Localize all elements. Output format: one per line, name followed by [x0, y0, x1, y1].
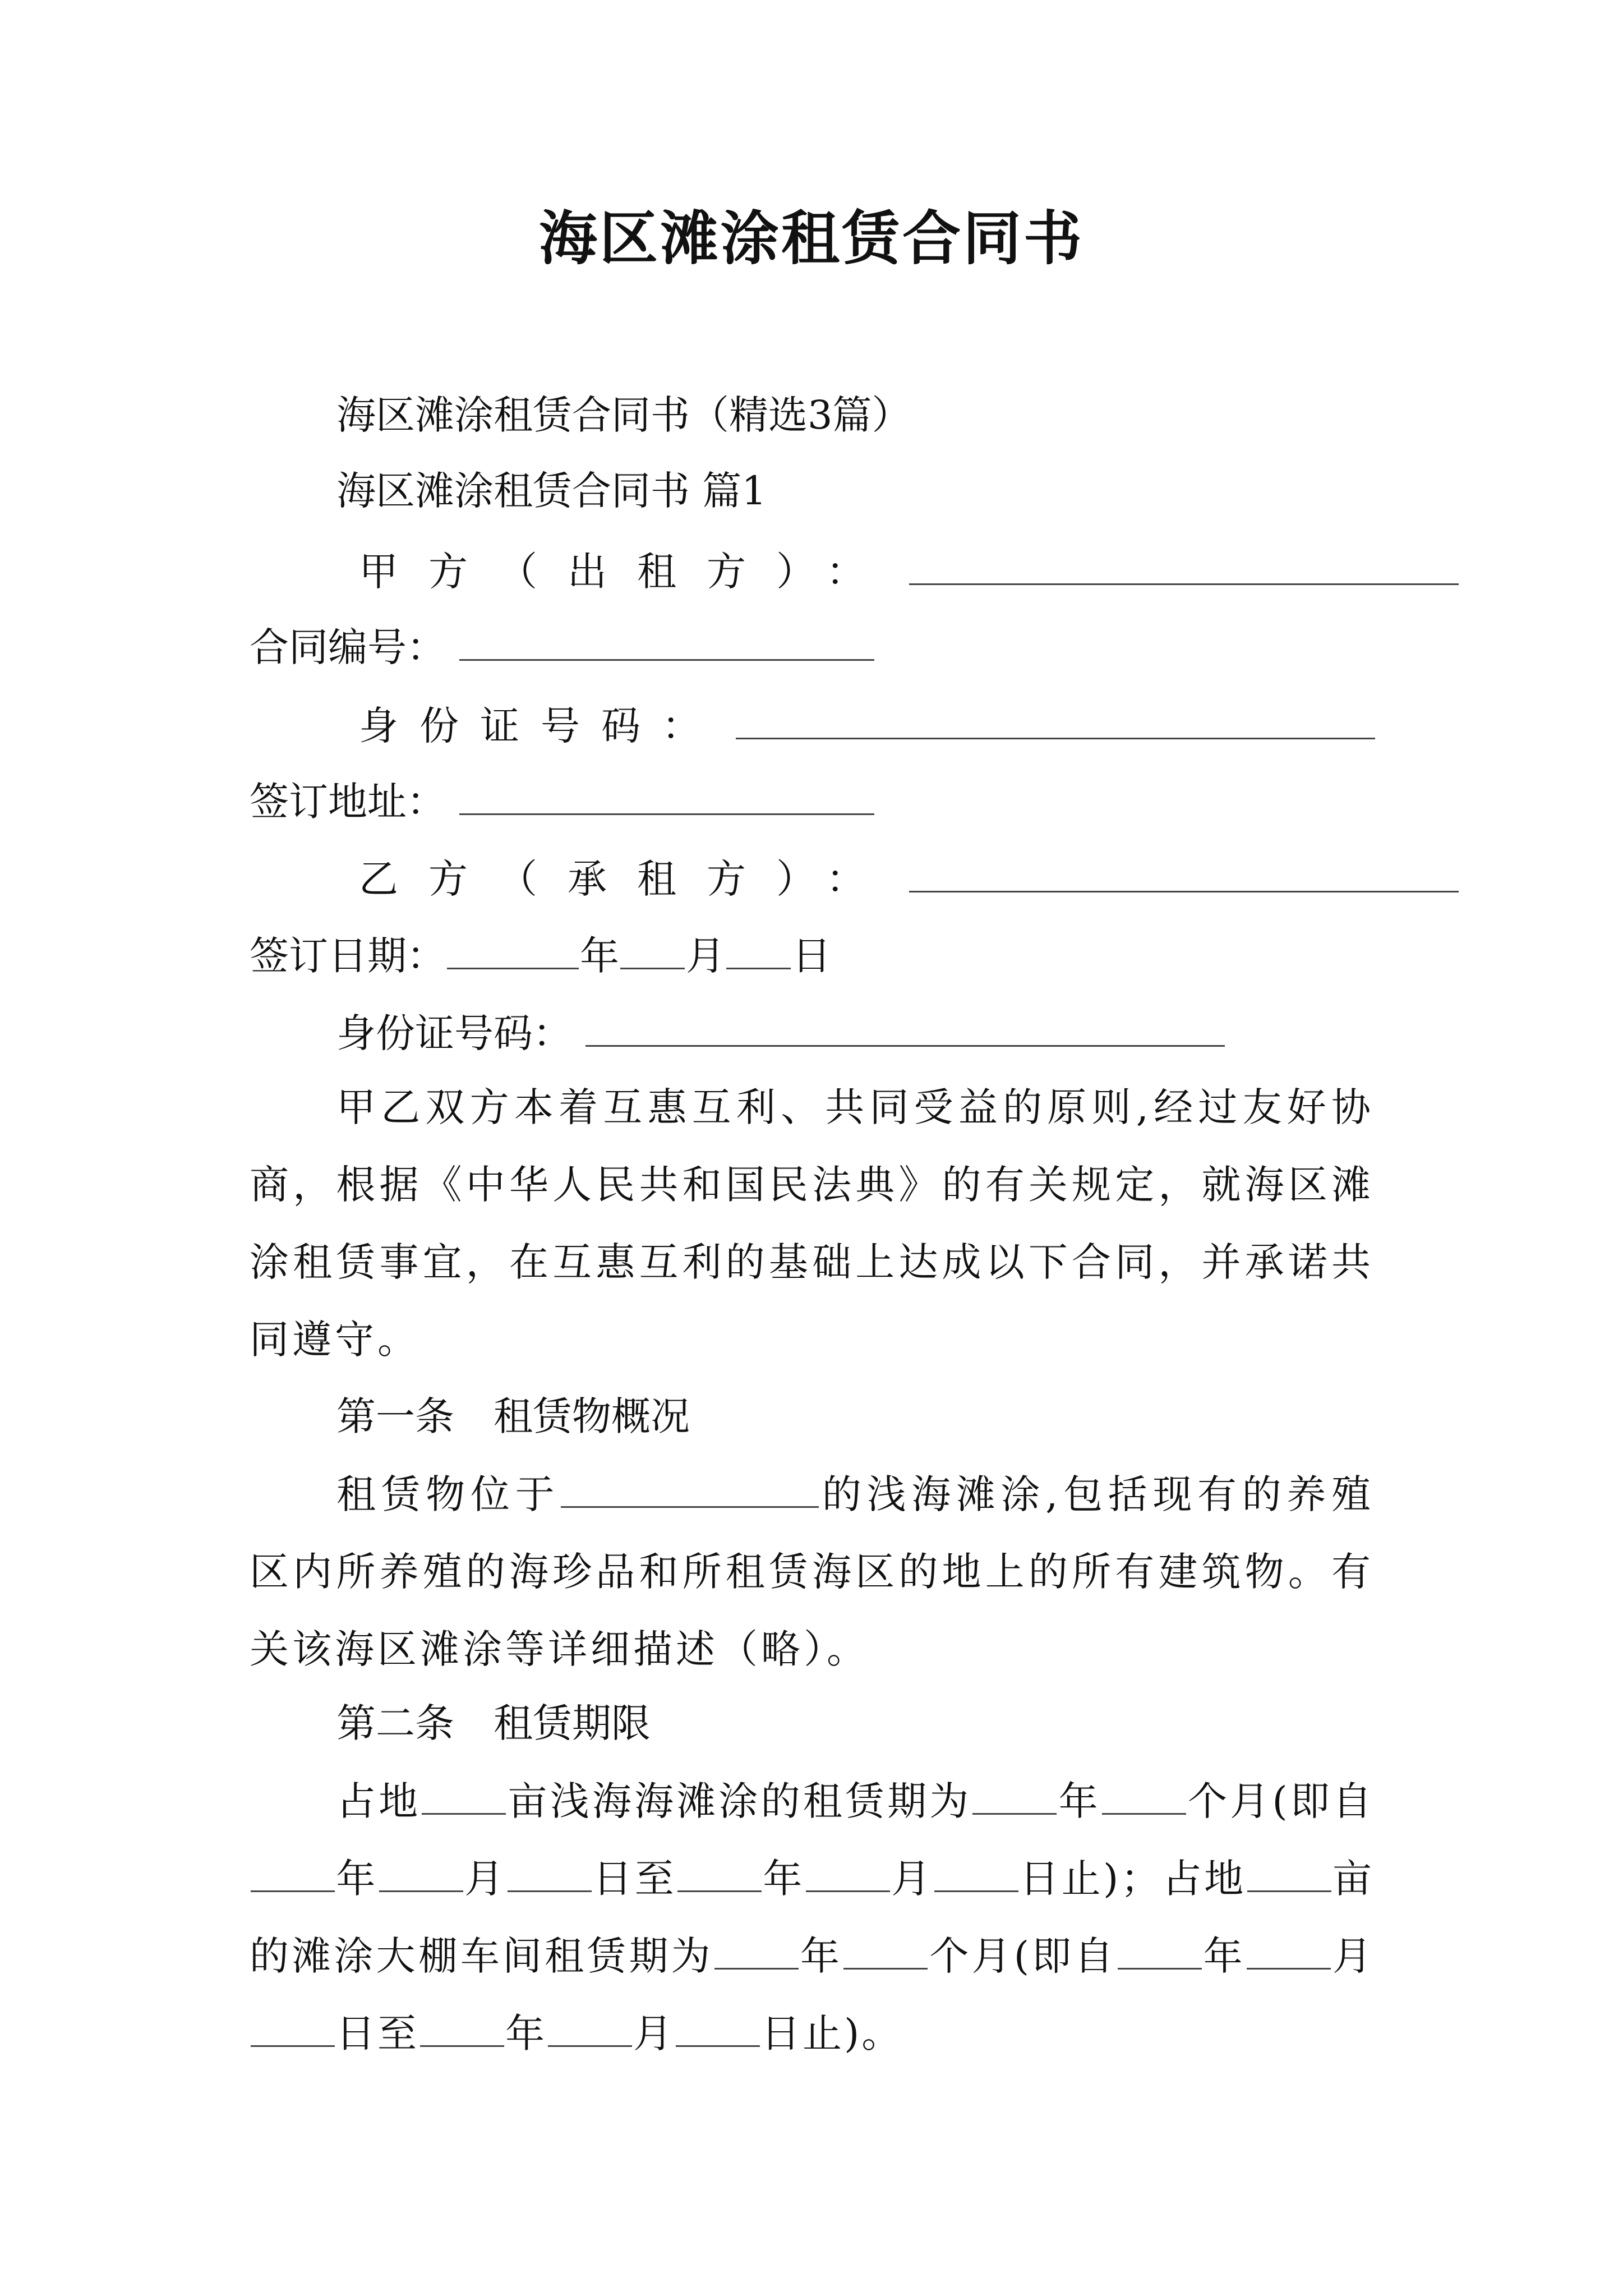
article2-blank-8: [806, 1846, 890, 1892]
article2-text-8: 年: [763, 1856, 805, 1902]
article2-text-7: 日至: [592, 1856, 676, 1902]
article2-blank-14: [1247, 1923, 1331, 1970]
sign-date-year-blank: [447, 923, 579, 969]
article2-text-11: 亩的滩涂大棚车间租赁期为: [250, 1856, 1375, 1979]
article2-text-18: 月: [633, 2010, 675, 2056]
article1-paragraph: [250, 1456, 1374, 1688]
id-number-a-row: [359, 693, 1376, 749]
sign-address-row: [250, 769, 875, 825]
article2-text-4: 个月(即自: [1187, 1778, 1375, 1824]
article2-text-17: 年: [505, 2010, 547, 2056]
sign-date-day-label: 日: [792, 933, 831, 979]
sign-date-year-label: 年: [580, 933, 619, 979]
article2-blank-2: [972, 1768, 1057, 1815]
article2-blank-16: [420, 2000, 504, 2047]
article2-blank-12: [843, 1923, 928, 1970]
contract-no-blank: [459, 614, 874, 661]
id-number-b-label: 身份证号码：: [336, 1010, 572, 1056]
contract-no-row: [250, 614, 875, 670]
article2-text-16: 日至: [336, 2010, 419, 2056]
section-heading: 海区滩涂租赁合同书 篇1: [336, 468, 767, 514]
id-number-a-blank: [736, 693, 1375, 739]
article2-blank-13: [1118, 1923, 1202, 1970]
id-number-b-blank: [585, 1000, 1225, 1047]
article2-blank-6: [508, 1846, 592, 1892]
sign-date-day-blank: [726, 923, 791, 969]
sign-date-label: 签订日期：: [250, 933, 446, 979]
party-a-label: 甲方（出租方）：: [359, 549, 896, 595]
article2-blank-18: [676, 2000, 760, 2047]
article2-blank-17: [548, 2000, 632, 2047]
article2-text-19: 日止)。: [761, 2010, 903, 2056]
article2-blank-3: [1102, 1768, 1186, 1815]
article2-text-13: 个月(即自: [929, 1933, 1117, 1979]
article2-blank-5: [379, 1846, 463, 1892]
article1-location-blank: [561, 1461, 819, 1508]
article1-part2: 的浅海滩涂,包括现有的养殖区内所养殖的海珍品和所租赁海区的地上的所有建筑物。有关该海区滩涂等详细描述（略）。: [250, 1471, 1374, 1672]
document-subtitle: 海区滩涂租赁合同书（精选3篇）: [336, 392, 911, 438]
party-b-blank: [909, 846, 1459, 892]
article2-text-6: 月: [464, 1856, 506, 1902]
party-a-row: [359, 539, 1460, 595]
article2-blank-10: [1247, 1846, 1331, 1892]
sign-date-month-label: 月: [686, 933, 725, 979]
sign-date-month-blank: [620, 923, 685, 969]
article2-text-15: 月: [1331, 1933, 1375, 1979]
article1-part1: 租赁物位于: [336, 1471, 560, 1517]
sign-address-blank: [459, 769, 874, 815]
contract-no-label: 合同编号：: [250, 624, 446, 670]
article2-blank-7: [677, 1846, 762, 1892]
article2-text-1: 占地: [336, 1778, 421, 1824]
article1-heading: 第一条 租赁物概况: [336, 1393, 690, 1439]
article2-text-12: 年: [799, 1933, 843, 1979]
article2-paragraph: [250, 1763, 1374, 2072]
intro-paragraph: 甲乙双方本着互惠互利、共同受益的原则,经过友好协商，根据《中华人民共和国民法典》的有关规定，就海区滩涂租赁事宜，在互惠互利的基础上达成以下合同，并承诺共同遵守。: [250, 1084, 1374, 1363]
document-title: 海区滩涂租赁合同书: [538, 204, 1084, 273]
sign-date-row: [250, 923, 831, 979]
article2-text-10: 日止)；占地: [1019, 1856, 1246, 1902]
party-b-label: 乙方（承租方）：: [359, 856, 896, 902]
article2-blank-1: [422, 1768, 506, 1815]
article2-blank-11: [714, 1923, 799, 1970]
article2-text-3: 年: [1058, 1778, 1101, 1824]
party-a-blank: [909, 539, 1459, 585]
party-b-row: [359, 846, 1460, 902]
id-number-a-label: 身份证号码：: [359, 703, 722, 749]
article2-text-14: 年: [1202, 1933, 1246, 1979]
article2-blank-4: [251, 1846, 335, 1892]
article2-blank-9: [934, 1846, 1018, 1892]
article2-heading: 第二条 租赁期限: [336, 1700, 651, 1746]
sign-address-label: 签订地址：: [250, 779, 446, 825]
id-number-b-row: [336, 1000, 1226, 1056]
article2-blank-15: [251, 2000, 335, 2047]
article2-text-5: 年: [336, 1856, 378, 1902]
article2-text-2: 亩浅海海滩涂的租赁期为: [507, 1778, 972, 1824]
article2-text-9: 月: [891, 1856, 933, 1902]
